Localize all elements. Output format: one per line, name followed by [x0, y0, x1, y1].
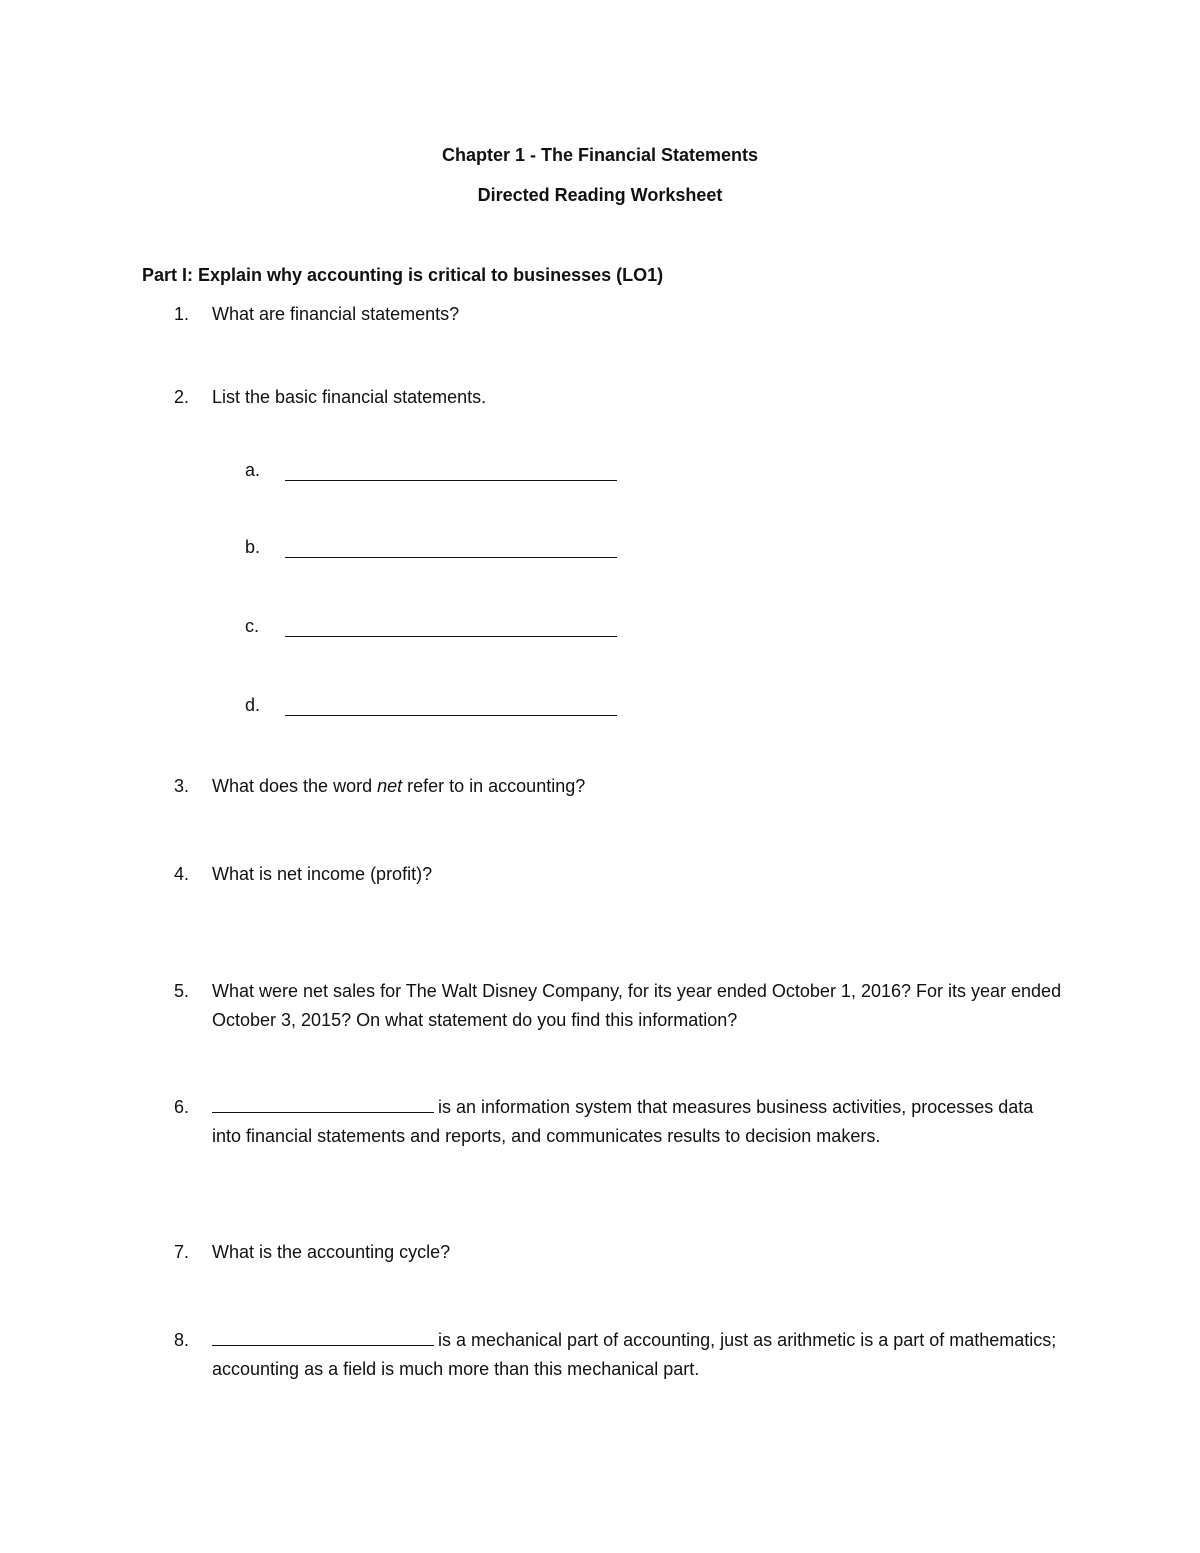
answer-line[interactable] — [285, 636, 617, 637]
answer-line[interactable] — [285, 715, 617, 716]
question-number: 4. — [174, 864, 190, 884]
sub-item-letter: c. — [245, 616, 260, 636]
question-text: is a mechanical part of accounting, just as arithmetic is a part of mathematics; accounting as a field is much more than this mechanical part. — [212, 1326, 1062, 1384]
fill-in-blank[interactable] — [212, 1327, 434, 1346]
fill-in-blank[interactable] — [212, 1094, 434, 1113]
question-text: What are financial statements? — [212, 304, 460, 324]
page-title: Chapter 1 - The Financial Statements — [441, 145, 759, 165]
question-number: 3. — [174, 776, 190, 796]
question-number: 2. — [174, 387, 190, 407]
answer-line[interactable] — [285, 557, 617, 558]
question-number: 7. — [174, 1242, 190, 1262]
question-text: What were net sales for The Walt Disney Company, for its year ended October 1, 2016? For its year ended October 3, 2015? On what statement do you find this information? — [212, 981, 1062, 1030]
question-text: What is net income (profit)? — [212, 864, 433, 884]
answer-blank-c[interactable] — [245, 616, 625, 642]
question-text: What is the accounting cycle? — [212, 1242, 451, 1262]
question-number: 8. — [174, 1330, 190, 1350]
question-text: is an information system that measures business activities, processes data into financial statements and reports, and communicates results to decision makers. — [212, 1093, 1062, 1151]
question-number: 1. — [174, 304, 190, 324]
question-number: 6. — [174, 1097, 190, 1117]
question-number: 5. — [174, 981, 190, 1001]
page-subtitle: Directed Reading Worksheet — [477, 185, 723, 205]
sub-item-letter: b. — [245, 537, 261, 557]
answer-blank-b[interactable] — [245, 537, 625, 563]
question-text: List the basic financial statements. — [212, 387, 487, 407]
answer-line[interactable] — [285, 480, 617, 481]
section-heading-part1: Part I: Explain why accounting is critical to businesses (LO1) — [142, 265, 664, 285]
sub-item-letter: a. — [245, 460, 261, 480]
question-text: What does the word net refer to in accounting? — [212, 776, 586, 796]
emphasized-term: net — [377, 776, 403, 796]
answer-blank-a[interactable] — [245, 460, 625, 486]
sub-item-letter: d. — [245, 695, 261, 715]
answer-blank-d[interactable] — [245, 695, 625, 721]
